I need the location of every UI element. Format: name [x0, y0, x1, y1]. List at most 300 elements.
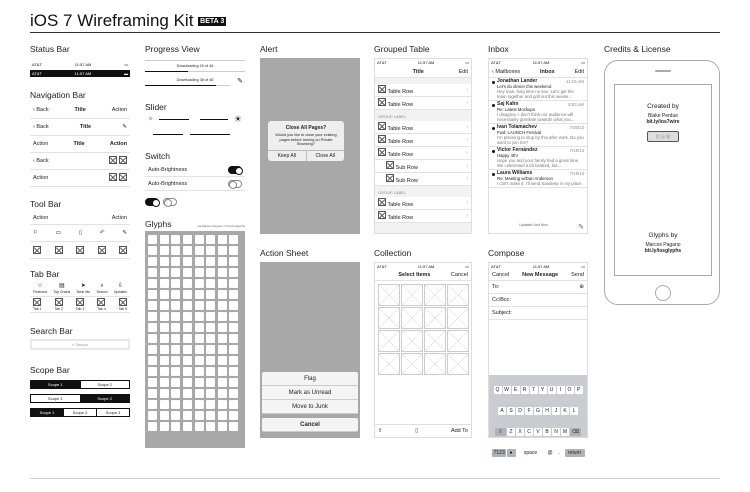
placeholder-icon[interactable]	[119, 246, 127, 254]
inbox-screen	[488, 58, 588, 234]
key[interactable]: R	[521, 386, 529, 394]
glyph-icon	[195, 323, 204, 332]
cancel-button[interactable]: Cancel	[262, 418, 358, 432]
glyph-icon	[206, 301, 215, 310]
add-contact-icon[interactable]: ⊕	[579, 284, 584, 290]
table-row[interactable]	[375, 97, 471, 110]
switch-item-label: Auto-Brightness	[148, 180, 188, 187]
key[interactable]: C	[525, 428, 533, 436]
action-button[interactable]: Action	[111, 214, 127, 221]
tab-label: Top Charts	[53, 290, 71, 294]
toggle-off[interactable]	[228, 180, 242, 188]
progress-2-fill	[145, 85, 216, 86]
glyph-icon	[183, 367, 192, 376]
tab-item[interactable]	[114, 283, 127, 294]
time: 11:57 AM	[74, 71, 92, 76]
mic-key[interactable]: ●	[507, 449, 516, 457]
nav-bar-1	[30, 102, 130, 119]
key[interactable]: Q	[494, 386, 502, 394]
glyph-icon	[148, 367, 157, 376]
collection-cell[interactable]	[447, 284, 469, 306]
glyph-icon	[195, 400, 204, 409]
collection-cell[interactable]	[424, 353, 446, 375]
glyph-icon	[195, 356, 204, 365]
glyph-icon	[229, 378, 238, 387]
carrier: AT&T	[377, 264, 387, 269]
mail-from: Laura Williams	[497, 170, 533, 176]
mail-subject: Re: Latest Mockups	[497, 107, 535, 112]
compose-screen	[488, 262, 588, 456]
carrier: AT&T	[32, 71, 42, 76]
collection-cell[interactable]	[378, 284, 400, 306]
inbox-nav	[489, 66, 587, 78]
nav-title: Title	[73, 141, 85, 147]
table-row[interactable]	[375, 210, 471, 223]
navigation-bar-label: Navigation Bar	[30, 90, 86, 100]
edit-button[interactable]: Edit	[458, 68, 468, 75]
glyph-icon	[148, 323, 157, 332]
switch-row-3	[145, 191, 245, 213]
key[interactable]: M	[562, 429, 568, 435]
unread-dot	[492, 81, 495, 84]
glyph-icon	[171, 422, 180, 431]
toggle-off[interactable]	[163, 198, 177, 206]
inbox-title: Inbox	[539, 68, 555, 75]
key[interactable]: T	[530, 386, 538, 394]
mail-body: I'm planning to stop by this after work. Do you want to join me?	[497, 135, 584, 145]
compose-label: Compose	[488, 248, 525, 258]
flag-button[interactable]: Flag	[262, 372, 358, 386]
key[interactable]: O	[566, 386, 574, 394]
unread-dot	[492, 104, 495, 107]
battery-icon: ▭	[581, 60, 585, 65]
progress-1-text: Downloading 20 of 46	[176, 64, 214, 68]
glyph-icon	[148, 246, 157, 255]
placeholder-icon[interactable]	[55, 246, 63, 254]
glyph-icon	[229, 268, 238, 277]
glyph-icon	[195, 345, 204, 354]
slider-track[interactable]	[200, 119, 228, 120]
mail-body: Hope you and your family had a great time. We celebrated a bit belated, but...	[497, 158, 580, 168]
key[interactable]: S	[507, 407, 515, 415]
table-row[interactable]	[375, 147, 471, 160]
column-4	[374, 44, 472, 438]
carrier: AT&T	[32, 62, 42, 67]
scope-1[interactable]: Scope 1	[31, 409, 64, 416]
chevron-right-icon: ›	[466, 176, 468, 182]
placeholder-icon	[378, 85, 386, 93]
carrier: AT&T	[491, 264, 501, 269]
glyph-icon	[218, 356, 227, 365]
key[interactable]: P	[575, 386, 583, 394]
scope-1[interactable]: Scope 1	[31, 381, 81, 388]
placeholder-icon[interactable]	[119, 173, 127, 181]
glyph-icon	[229, 301, 238, 310]
collection-cell[interactable]	[447, 353, 469, 375]
cancel-button[interactable]: Cancel	[492, 272, 510, 278]
slider-track[interactable]	[153, 134, 183, 135]
scope-bar-2b	[30, 394, 130, 403]
glyph-icon	[229, 312, 238, 321]
back-button[interactable]: ‹ Back	[33, 124, 49, 130]
glyph-link[interactable]: bit.ly/iosglyphs	[644, 248, 682, 254]
keep-all-button[interactable]: Keep All	[268, 151, 307, 161]
mailboxes-label: Mailboxes	[495, 68, 521, 75]
tab-label: Updates	[113, 290, 127, 294]
close-all-button[interactable]: Close All	[315, 152, 335, 159]
compose-icon[interactable]: ✎	[122, 124, 127, 130]
mail-from: Ivan Tolamachev	[497, 124, 537, 130]
edit-button[interactable]: Edit	[574, 68, 584, 75]
glyph-icon	[206, 312, 215, 321]
collection-cell[interactable]	[447, 330, 469, 352]
column-6	[604, 44, 720, 305]
glyph-icon	[148, 257, 157, 266]
nav-bar-5	[30, 170, 130, 187]
glyph-icon	[195, 389, 204, 398]
chevron-right-icon: ›	[466, 213, 468, 219]
time: 11:57 AM	[74, 62, 92, 67]
key[interactable]: X	[516, 428, 524, 436]
keyboard	[489, 375, 587, 456]
send-button[interactable]: Send	[571, 272, 584, 278]
scope-bar-2	[30, 380, 130, 389]
glyph-icon	[148, 279, 157, 288]
glyph-icon	[160, 389, 169, 398]
glyph-icon	[218, 301, 227, 310]
grouped-nav	[375, 66, 471, 78]
at-key[interactable]: @	[547, 450, 553, 456]
glyph-icon	[206, 378, 215, 387]
collection-cell[interactable]	[424, 307, 446, 329]
delete-key[interactable]: ⌫	[571, 429, 580, 435]
scope-2[interactable]: Scope 2	[81, 395, 130, 402]
key[interactable]: Z	[507, 428, 515, 436]
bright-icon: ☀	[233, 114, 242, 124]
glyph-icon	[195, 290, 204, 299]
glyph-icon	[171, 246, 180, 255]
glyph-icon	[183, 312, 192, 321]
chevron-right-icon: ›	[466, 200, 468, 206]
mail-body: Hey man, long time no see. Let's get the team together and grill out this weeke...	[497, 89, 574, 99]
glyph-icon	[160, 334, 169, 343]
glyph-icon	[171, 400, 180, 409]
chevron-right-icon: ›	[466, 137, 468, 143]
key[interactable]: G	[534, 407, 542, 415]
action-button[interactable]: Action	[33, 141, 49, 147]
column-5	[488, 44, 588, 456]
placeholder-icon	[378, 98, 386, 106]
tab-item[interactable]	[97, 298, 106, 311]
mail-date: 11:15 AM	[566, 79, 584, 84]
compose-title: New Message	[522, 272, 559, 278]
glyph-icon	[229, 411, 238, 420]
cancel-button[interactable]: Cancel	[450, 272, 468, 278]
key[interactable]: F	[525, 407, 533, 415]
glyph-icon	[183, 290, 192, 299]
placeholder-icon[interactable]	[33, 246, 41, 254]
placeholder-icon	[55, 298, 63, 306]
glyph-icon	[229, 356, 238, 365]
grouped-table-label: Grouped Table	[374, 44, 430, 54]
grouped-title: Title	[412, 68, 424, 75]
table-row[interactable]	[375, 134, 471, 147]
placeholder-icon	[386, 161, 394, 169]
table-row[interactable]	[375, 173, 471, 186]
collection-label: Collection	[374, 248, 412, 258]
add-to-button[interactable]: Add To	[450, 428, 468, 434]
status-bar-light	[30, 61, 130, 68]
placeholder-icon[interactable]	[76, 246, 84, 254]
status-bar-label: Status Bar	[30, 44, 70, 54]
glyph-icon	[218, 389, 227, 398]
space-key[interactable]: space	[517, 449, 545, 457]
carrier: AT&T	[377, 60, 387, 65]
collection-cell[interactable]	[378, 330, 400, 352]
glyph-icon	[229, 367, 238, 376]
key[interactable]: W	[504, 387, 509, 393]
glyph-icon	[160, 290, 169, 299]
alert-label: Alert	[260, 44, 278, 54]
placeholder-icon[interactable]	[119, 156, 127, 164]
list-item[interactable]	[489, 124, 587, 147]
tab-label: Tab 3	[75, 307, 85, 311]
glyph-icon	[160, 257, 169, 266]
switch-item-label: Auto-Brightness	[148, 166, 188, 173]
tab-item[interactable]	[54, 298, 63, 311]
key[interactable]: N	[552, 428, 560, 436]
glyph-icon	[160, 323, 169, 332]
glyph-icon	[183, 400, 192, 409]
toggle-on[interactable]	[145, 198, 159, 206]
placeholder-icon[interactable]	[109, 156, 117, 164]
table-row[interactable]	[375, 160, 471, 173]
placeholder-icon[interactable]	[98, 246, 106, 254]
header-rule	[30, 32, 720, 33]
cc-label: Cc/Bcc:	[492, 297, 511, 303]
glyph-icon	[160, 235, 169, 244]
glyph-icon	[206, 290, 215, 299]
mailboxes-button[interactable]: ‹ Mailboxes	[492, 68, 521, 75]
compose-icon[interactable]: ✎	[237, 78, 243, 85]
table-row[interactable]	[375, 121, 471, 134]
subject-field[interactable]	[489, 307, 587, 320]
key[interactable]: V	[534, 428, 542, 436]
placeholder-icon	[76, 298, 84, 306]
mark-unread-button[interactable]: Mark as Unread	[262, 386, 358, 400]
group-label: GROUP LABEL	[378, 114, 407, 119]
key[interactable]: A	[498, 407, 506, 415]
collection-cell[interactable]	[424, 330, 446, 352]
glyph-icon	[206, 334, 215, 343]
collection-cell[interactable]	[401, 353, 423, 375]
collection-cell[interactable]	[424, 284, 446, 306]
glyph-icon	[148, 411, 157, 420]
glyph-icon	[171, 334, 180, 343]
action-button[interactable]: Action	[111, 107, 127, 113]
glyph-icon	[195, 422, 204, 431]
table-row[interactable]	[375, 197, 471, 210]
slider-track[interactable]	[190, 134, 230, 135]
back-button[interactable]: ‹ Back	[33, 107, 49, 113]
time: 11:57 AM	[417, 264, 435, 269]
tab-item[interactable]	[77, 283, 90, 294]
toolbar-2	[30, 225, 130, 242]
toggle-on[interactable]	[228, 166, 242, 174]
glyphs-by: Glyphs by	[648, 232, 678, 239]
collection-cell[interactable]	[401, 330, 423, 352]
tab-item[interactable]	[96, 283, 107, 294]
action-button[interactable]: Action	[33, 175, 49, 181]
unread-dot	[492, 173, 495, 176]
glyph-icon	[229, 422, 238, 431]
glyph-icon	[171, 290, 180, 299]
list-item[interactable]	[489, 101, 587, 124]
progress-2-text: Downloading 38 of 46	[176, 78, 214, 82]
carrier: AT&T	[491, 60, 501, 65]
return-key[interactable]: return	[565, 449, 585, 457]
key[interactable]: B	[543, 428, 551, 436]
alert-title: Close All Pages?	[285, 125, 327, 131]
home-button-icon[interactable]	[655, 285, 671, 301]
collection-cell[interactable]	[447, 307, 469, 329]
share-icon[interactable]: ⇧	[378, 428, 383, 434]
tab-icon: ➤	[80, 283, 86, 289]
glyph-icon	[171, 312, 180, 321]
key[interactable]: L	[570, 407, 578, 415]
numbers-key[interactable]: .?123	[492, 450, 505, 456]
row-label: Table Row	[387, 102, 414, 108]
shift-key[interactable]: ⇧	[495, 428, 506, 436]
nav-title: Title	[74, 107, 86, 113]
tab-item[interactable]	[118, 298, 127, 311]
column-3	[260, 44, 360, 438]
tab-item[interactable]	[33, 283, 47, 294]
list-item[interactable]	[489, 147, 587, 170]
back-button[interactable]: ‹ Back	[33, 158, 49, 164]
trash-icon[interactable]: ▯	[415, 428, 419, 434]
tab-item[interactable]	[33, 298, 42, 311]
key[interactable]: Y	[539, 386, 547, 394]
collection-cell[interactable]	[401, 307, 423, 329]
glyph-icon	[183, 235, 192, 244]
subject-label: Subject:	[492, 310, 512, 316]
glyph-icon	[229, 400, 238, 409]
glyph-icon	[148, 334, 157, 343]
progress-2	[145, 75, 245, 86]
back-label: Back	[36, 158, 49, 164]
glyph-icon	[183, 356, 192, 365]
scope-2[interactable]: Scope 2	[97, 382, 113, 387]
scope-2[interactable]: Scope 2	[64, 409, 97, 416]
key[interactable]: J	[552, 407, 560, 415]
switch-row-2	[145, 177, 245, 191]
action-button[interactable]: Action	[33, 214, 49, 221]
glyphs-label: Glyphs	[145, 219, 172, 229]
cc-field[interactable]	[489, 294, 587, 307]
glyph-icon	[148, 290, 157, 299]
glyph-icon	[218, 268, 227, 277]
list-item[interactable]	[489, 170, 587, 188]
created-by: Created by	[647, 103, 679, 110]
battery-icon: ▭	[124, 62, 128, 67]
folder-icon[interactable]: ▭	[55, 230, 62, 236]
glyph-icon	[183, 301, 192, 310]
period-key[interactable]: .	[556, 449, 564, 457]
key[interactable]: I	[557, 386, 565, 394]
chevron-right-icon: ›	[466, 163, 468, 169]
search-input[interactable]: ⌕ Search	[32, 341, 128, 348]
key[interactable]: K	[561, 407, 569, 415]
glyph-icon	[183, 411, 192, 420]
to-field[interactable]	[489, 281, 587, 294]
tab-bar-2	[30, 297, 130, 313]
scope-1[interactable]: Scope 1	[31, 395, 81, 402]
glyph-icon	[148, 356, 157, 365]
glyph-icon	[183, 268, 192, 277]
collection-cell[interactable]	[401, 284, 423, 306]
key[interactable]: D	[516, 407, 524, 415]
collection-cell[interactable]	[378, 353, 400, 375]
tab-item[interactable]	[76, 298, 85, 311]
compose-icon[interactable]: ✎	[578, 224, 584, 231]
glyph-icon	[195, 312, 204, 321]
reply-icon[interactable]: ↶	[99, 230, 105, 236]
chevron-right-icon: ›	[466, 150, 468, 156]
action-button[interactable]: Action	[109, 141, 127, 147]
glyph-icon	[148, 301, 157, 310]
placeholder-icon[interactable]	[109, 173, 117, 181]
scope-bar-label: Scope Bar	[30, 365, 70, 375]
table-row[interactable]	[375, 84, 471, 97]
tab-item[interactable]	[53, 283, 70, 294]
switch-row-1	[145, 163, 245, 177]
compose-icon[interactable]: ✎	[122, 230, 127, 236]
collection-cell[interactable]	[378, 307, 400, 329]
move-junk-button[interactable]: Move to Junk	[262, 400, 358, 414]
author-link[interactable]: bit.ly/ios7wire	[646, 119, 680, 125]
key[interactable]: U	[548, 386, 556, 394]
mail-date: 7/20/13	[569, 125, 584, 130]
glyph-icon	[171, 345, 180, 354]
flag-icon[interactable]: ⚐	[33, 230, 38, 236]
group-label: GROUP LABEL	[378, 190, 407, 195]
glyph-icon	[195, 235, 204, 244]
key[interactable]: E	[512, 386, 520, 394]
trash-icon[interactable]: ▯	[78, 230, 82, 236]
back-label: Back	[36, 124, 49, 130]
key[interactable]: H	[543, 407, 551, 415]
time: 11:57 AM	[532, 264, 550, 269]
footer-rule	[30, 478, 720, 479]
glyph-icon	[195, 246, 204, 255]
action-sheet-label: Action Sheet	[260, 248, 309, 258]
glyph-icon	[195, 279, 204, 288]
glyph-author: Marcos Pagano	[645, 242, 681, 248]
cc-license-icon: ⓒ ⓘ ⓢ	[647, 131, 679, 142]
slider-track[interactable]	[159, 119, 189, 120]
tab-icon: ⇩	[117, 283, 123, 289]
page-title	[30, 11, 226, 31]
scope-3[interactable]: Scope 3	[105, 410, 121, 415]
switch-label: Switch	[145, 151, 171, 161]
list-item[interactable]	[489, 78, 587, 101]
progress-view-label: Progress View	[145, 44, 200, 54]
glyph-icon	[229, 345, 238, 354]
title-text: iOS 7 Wireframing Kit	[30, 11, 194, 30]
phone-frame	[604, 60, 720, 305]
glyph-icon	[206, 389, 215, 398]
